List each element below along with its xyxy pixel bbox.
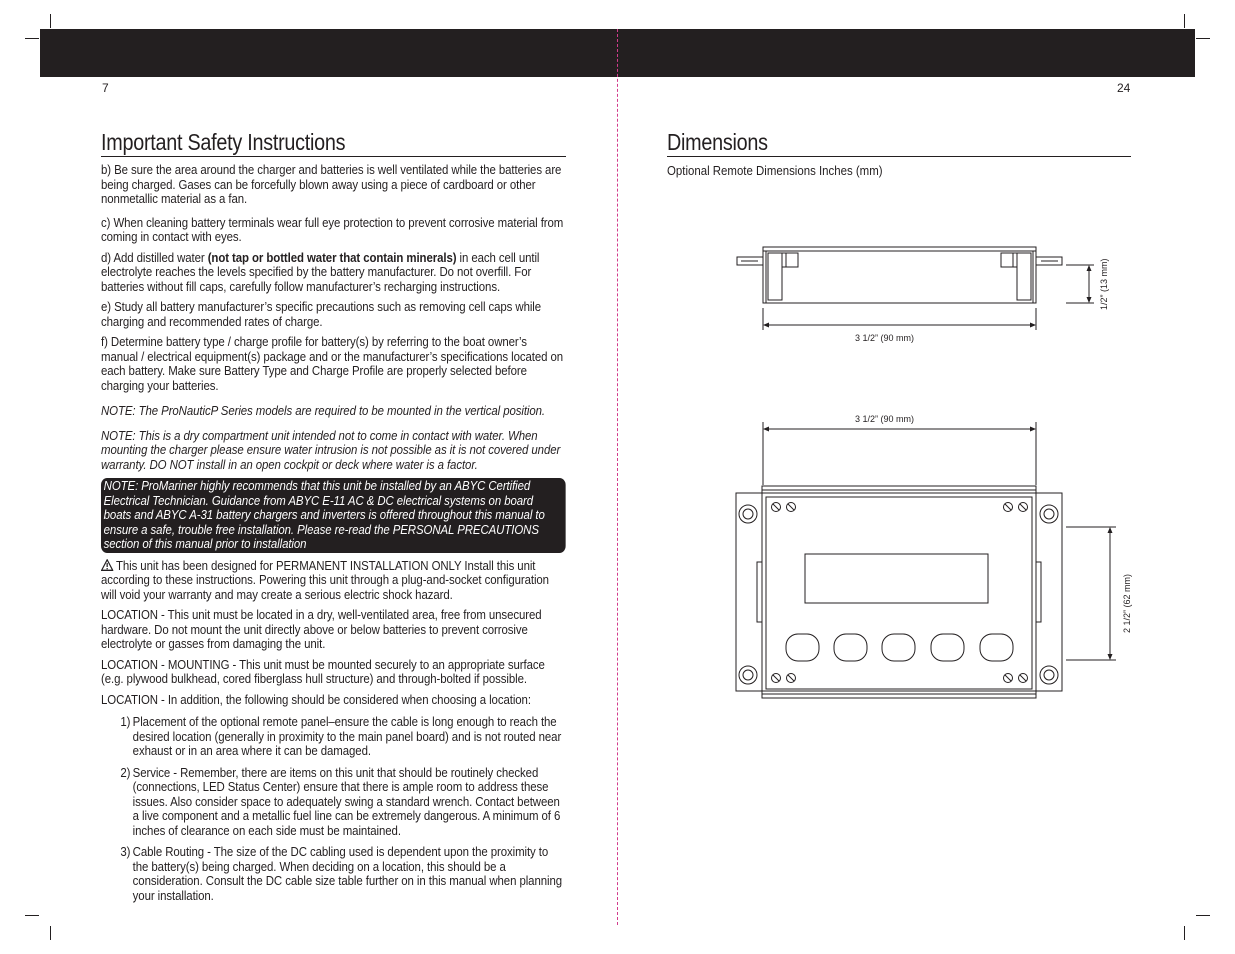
crop-mark — [25, 915, 39, 916]
crop-mark — [1196, 915, 1210, 916]
right-page-title: Dimensions — [667, 129, 768, 155]
title-underline — [101, 156, 566, 157]
front-view-width-label: 3 1/2” (90 mm) — [855, 414, 915, 424]
safety-instructions-column — [101, 163, 566, 910]
location-considerations-list — [101, 715, 566, 903]
front-view-height-label: 2 1/2” (62 mm) — [1122, 573, 1132, 633]
para-b: b) Be sure the area around the charger and batteries is well ventilated while the batteries are being charged. Gases can be forcefully blown away using a piece of cardboard or other nonmetallic material as a fan. — [101, 162, 562, 206]
crop-mark — [50, 926, 51, 940]
note-abyc: NOTE: ProMariner highly recommends that this unit be installed by an ABYC Certified Electrical Technician. Guidance from ABYC E-11 AC & DC electrical systems on board boats and ABYC A-31 battery chargers and inverters is offered throughout this manual to ensure a safe, trouble free installation. Please re-read the PERSONAL PRECAUTIONS section of this manual prior to installation — [101, 478, 566, 553]
list-item: 3) Cable Routing - The size of the DC cabling used is dependent upon the proximity to the battery(s) being charged. When deciding on a location, this should be a consideration. Consult the DC cable size table further on in this manual when planning your installation. — [120, 844, 562, 903]
para-c: c) When cleaning battery terminals wear full eye protection to prevent corrosive material from coming in contact with eyes. — [101, 214, 564, 244]
location-2: LOCATION - MOUNTING - This unit must be mounted securely to an appropriate surface (e.g. plywood bulkhead, cored fiberglass hull structure) and through-bolted if possible. — [101, 656, 545, 686]
fold-line — [617, 29, 618, 925]
para-d: d) Add distilled water (not tap or bottled water that contain minerals) in each cell until electrolyte reaches the levels specified by the battery manufacturer. Do not overfill. For batteries without fill caps, carefully follow manufacturer’s recharging instructions. — [101, 249, 540, 294]
note-vertical: NOTE: The ProNauticP Series models are required to be mounted in the vertical position. — [101, 403, 546, 418]
left-page-number: 7 — [102, 81, 109, 95]
crop-mark — [25, 38, 39, 39]
right-page-number: 24 — [1117, 81, 1131, 95]
side-view-width-label: 3 1/2” (90 mm) — [855, 333, 915, 343]
location-3: LOCATION - In addition, the following should be considered when choosing a location: — [101, 691, 531, 707]
warning-paragraph: This unit has been designed for PERMANENT INSTALLATION ONLY Install this unit according to these instructions. Powering this unit through a plug-and-socket configuration will void your warranty and may create a serious electric shock hazard. — [101, 557, 549, 602]
para-e: e) Study all battery manufacturer’s specific precautions such as removing cell caps while charging and recommended rates of charge. — [101, 299, 542, 329]
dimensions-subtitle: Optional Remote Dimensions Inches (mm) — [667, 163, 883, 178]
location-1: LOCATION - This unit must be located in a dry, well-ventilated area, free from unsecured hardware. Do not mount the unit directly above or below batteries to prevent corrosive electrolyte or gasses from damaging the unit. — [101, 607, 542, 651]
para-f: f) Determine battery type / charge profile for battery(s) by referring to the boat owner’s manual / electrical equipment(s) package and or the manufacturer’s specifications located on each battery. Make sure Battery Type and Charge Profile are properly selected before charging your batteries. — [101, 334, 564, 393]
crop-mark — [1184, 14, 1185, 28]
warning-triangle-icon — [101, 559, 113, 571]
list-item: 1) Placement of the optional remote panel–ensure the cable is long enough to reach the desired location (generally in proximity to the main panel board) and is not routed near exhaust or in an area where it can be damaged. — [120, 714, 562, 758]
crop-mark — [1196, 38, 1210, 39]
left-page-title: Important Safety Instructions — [101, 129, 346, 155]
crop-mark — [1184, 926, 1185, 940]
side-view-height-label: 1/2” (13 mm) — [1099, 258, 1109, 310]
list-item: 2) Service - Remember, there are items on this unit that should be routinely checked (connections, LED Status Center) ensure that there is ample room to address these issues. Also consider space to adequately swing a standard wrench. Contact between a live component and a metallic fuel line can be extremely dangerous. A minimum of 6 inches of clearance on each side must be maintained. — [120, 764, 561, 838]
note-dry-compartment: NOTE: This is a dry compartment unit intended not to come in contact with water. When mounting the charger please ensure water intrusion is not possible as it is not covered under warranty. DO NOT install in an open cockpit or deck where water is a factor. — [101, 427, 561, 472]
crop-mark — [50, 14, 51, 28]
title-underline — [667, 156, 1131, 157]
